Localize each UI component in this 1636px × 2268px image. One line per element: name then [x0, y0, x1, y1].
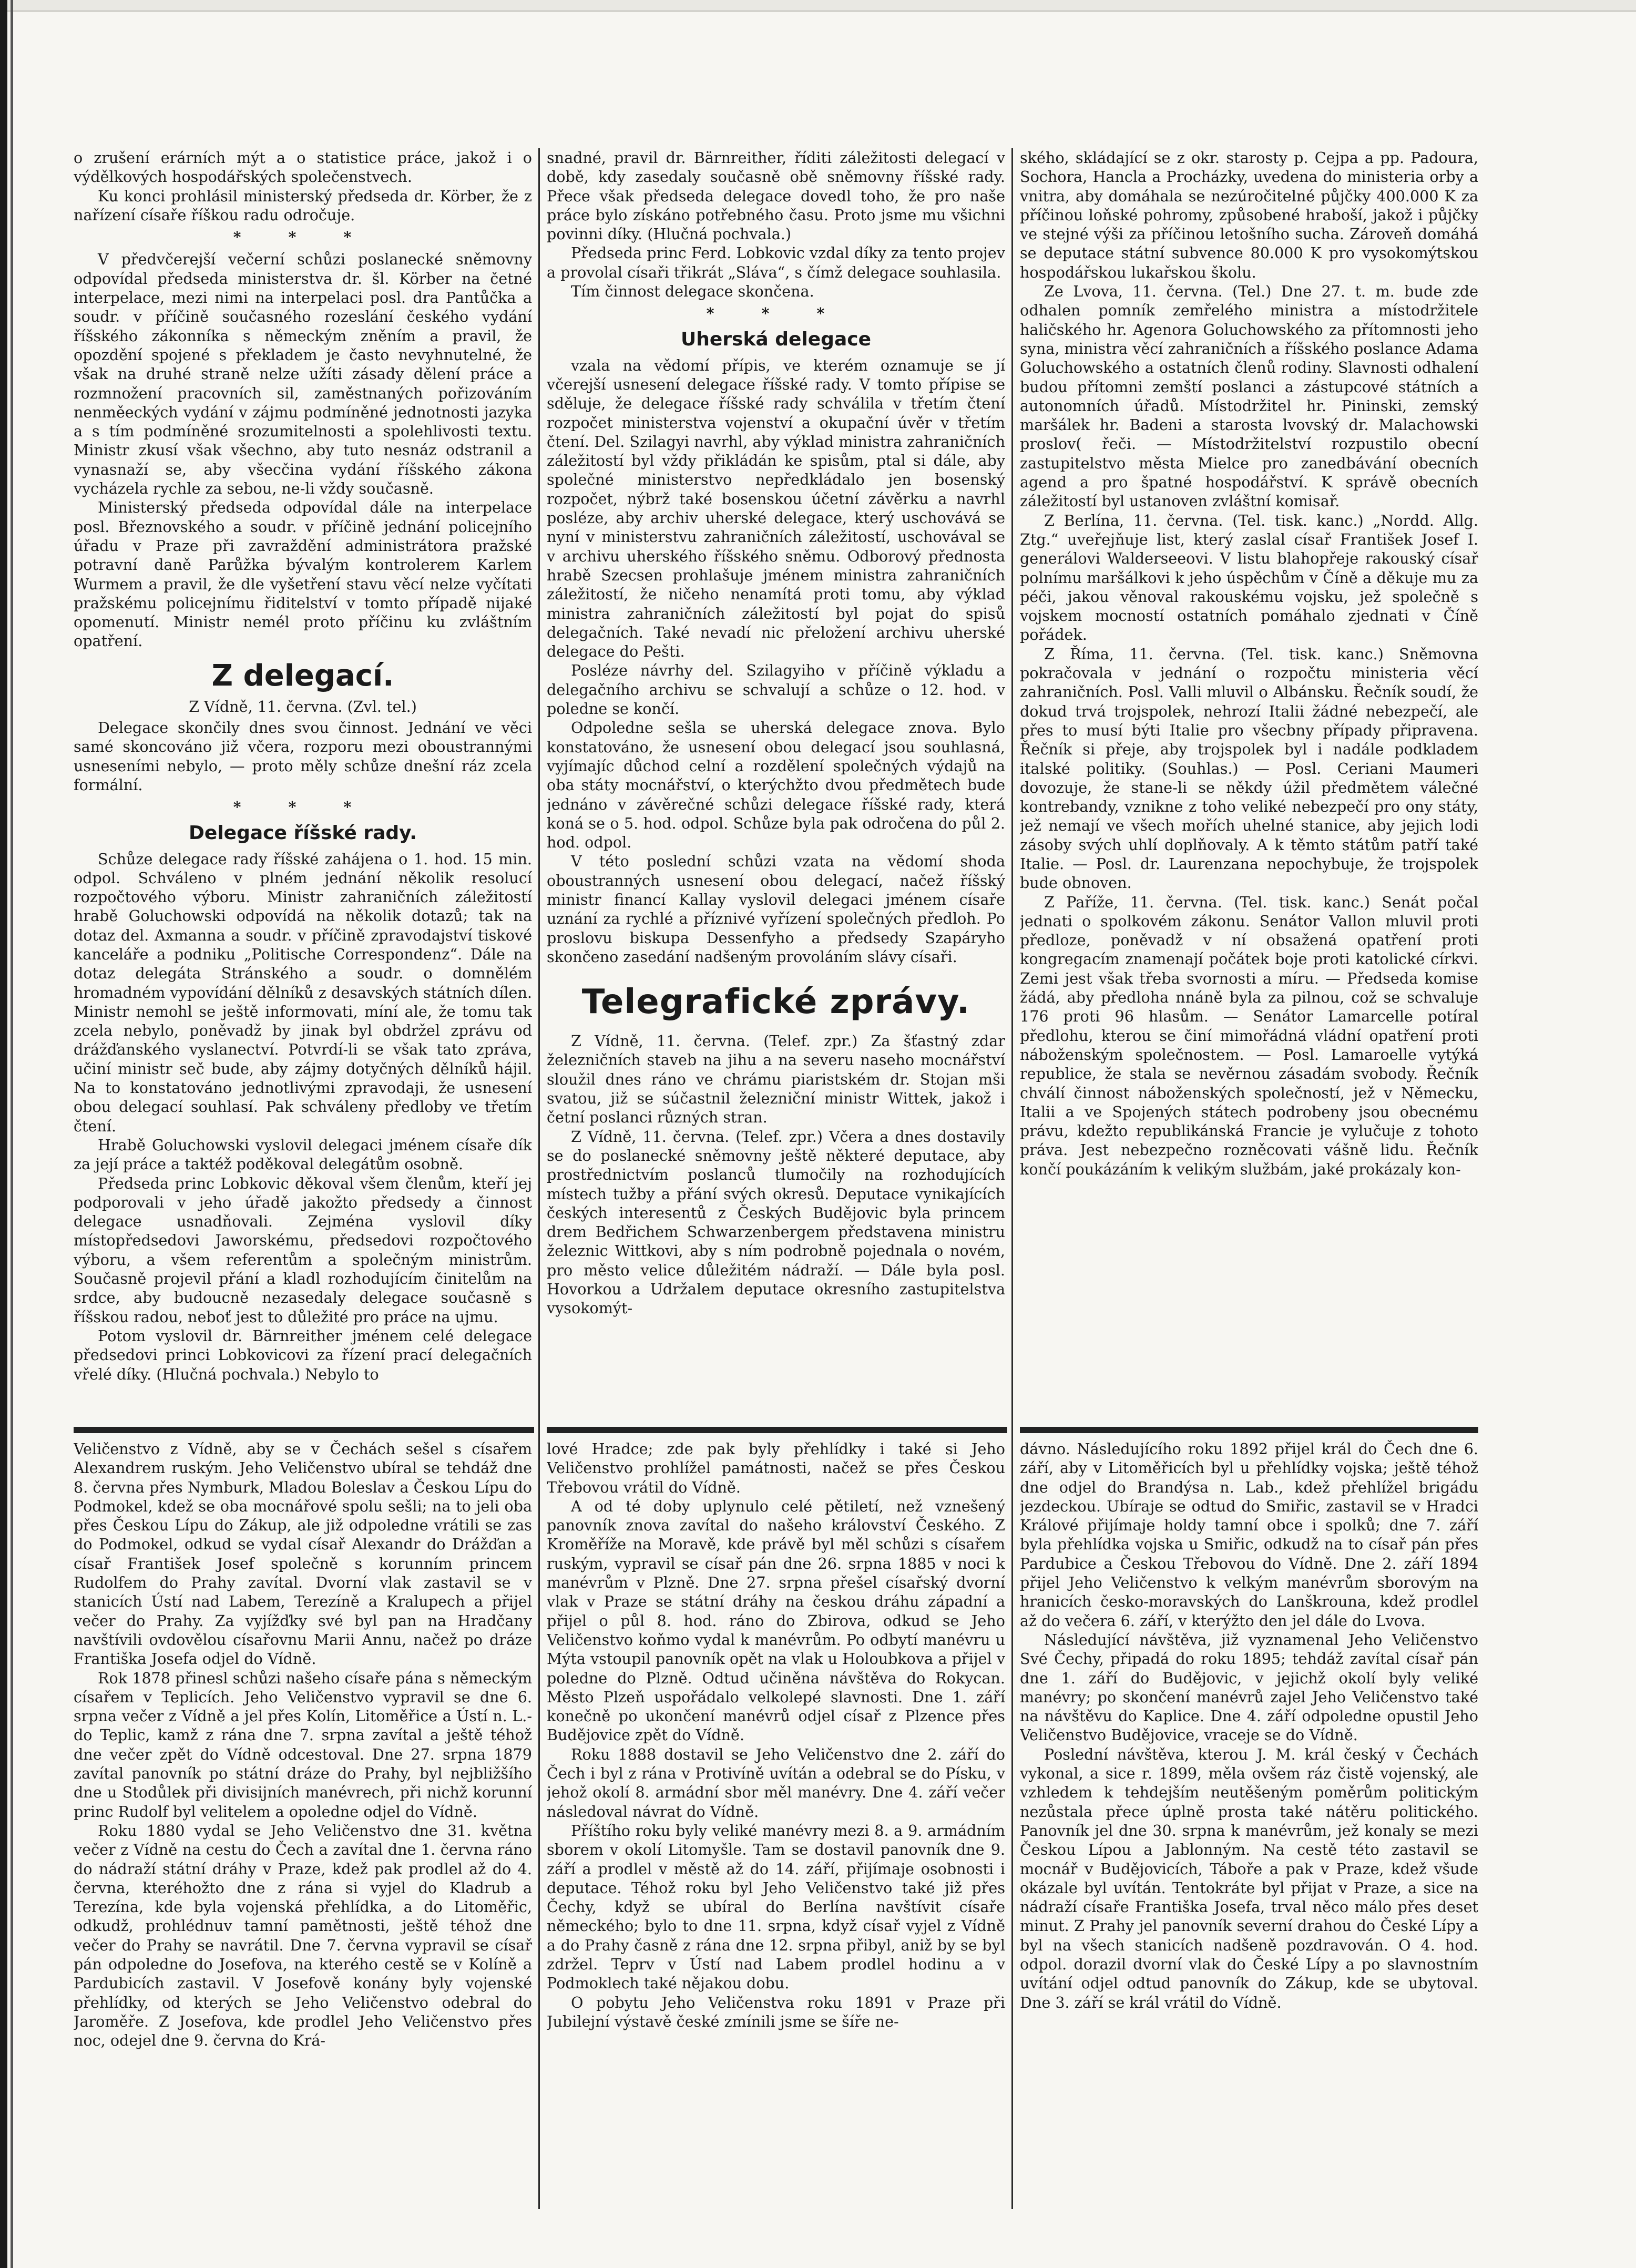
paragraph: lové Hradce; zde pak byly přehlídky i také si Jeho Veličenstvo prohlížel památnosti, načež se přes Českou Třebovou vrátil do Vídně. — [547, 1440, 1005, 1496]
paragraph: Posléze návrhy del. Szilagyiho v příčině výkladu a delegačního archivu se schvalují a schůze o 12. hod. v poledne se končí. — [547, 661, 1005, 718]
paragraph: Z Říma, 11. června. (Tel. tisk. kanc.) Sněmovna pokračovala v jednání o rozpočtu ministeria věcí zahraničních. Posl. Valli mluvil o Albánsku. Řečník soudí, že dokud trvá trojspolek, nehrozí Italii žádné nebezpečí, ale přes to musí býti Italie pro všecbny případy připravena. Řečník si přeje, aby trojspolek byl i nadále podkladem italské politiky. (Souhlas.) — Posl. Ceriani Maumeri dovozuje, že stane-li se někdy úžil předmětem válečné kontrebandy, vznikne z toho veliké nebezpečí pro ony státy, jež nemají ve všech mořích uhelné stanice, aby jejich lodi zásoby svých uhlí doplňovaly. A k těmto státům patří také Italie. — Posl. dr. Laurenzana nepochybuje, že trojspolek bude obnoven. — [1020, 645, 1478, 892]
column-3 — [1020, 148, 1478, 1421]
column-1 — [74, 148, 532, 1421]
paragraph: snadné, pravil dr. Bärnreither, říditi záležitosti delegací v době, kdy zasedaly současně obě sněmovny říšské rady. Přece však předseda delegace dovedl toho, že pro naše práce bylo získáno potřebného času. Proto jsme mu všichni povinni díky. (Hlučná pochvala.) — [547, 149, 1005, 243]
paragraph: Roku 1888 dostavil se Jeho Veličenstvo dne 2. září do Čech i byl z rána v Protivíně uvítán a odebral se do Písku, v jehož okolí 8. armádní sbor měl manévry. Dne 4. září večer následoval návrat do Vídně. — [547, 1745, 1005, 1821]
section-separator-stars: * * * — [706, 304, 846, 323]
horizontal-rule — [1020, 1427, 1478, 1433]
paragraph: Ku konci prohlásil ministerský předseda dr. Körber, že z nařízení císaře říškou radu odročuje. — [74, 187, 532, 224]
paragraph: Schůze delegace rady říšské zahájena o 1. hod. 15 min. odpol. Schváleno v plném jednání několik resolucí rozpočtového výboru. Ministr zahraničních záležitostí hrabě Goluchowski odpovídá na několik dotazů; tak na dotaz del. Axmanna a soudr. v příčině zpravodajství tiskové kanceláře a podniku „Politische Correspondenz“. Dále na dotaz delegáta Stránského a soudr. o domnělém hromadném vypovídání dělníků z desavských státních dílen. Ministr nemohl se ještě informovati, míní ale, že tomu tak zcela nebylo, poněvadž by jinak byl obdržel zprávu od drážďanského vyslanectví. Potvrdí-li se však tato zpráva, učiní ministr seč bude, aby zájmy dotyčných dělníků hájil. Na to konstatováno jednotlivými zpravodaji, že usnesení obou delegací souhlasí. Pak schváleny předloby ve třetím čtení. — [74, 850, 532, 1135]
paragraph: Hrabě Goluchowski vyslovil delegaci jménem císaře dík za její práce a taktéž poděkoval delegátům osobně. — [74, 1136, 532, 1173]
paragraph: Poslední návštěva, kterou J. M. král český v Čechách vykonal, a sice r. 1899, měla ovšem ráz čistě vojenský, ale vzhledem k tehdejším neutěšeným poměrům politickým nezůstala přece úplně prosta také nátěru politického. Panovník jel dne 30. srpna k manévrům, jež konaly se mezi Českou Lípou a Jablonným. Na cestě této zastavil se mocnář v Budějovicích, Táboře a pak v Praze, kdež všude okázale byl uvítán. Tentokráte byl přijat v Praze, a sice na nádraží císaře Františka Josefa, trval něco málo přes deset minut. Z Prahy jel panovník severní drahou do České Lípy a byl na všech stanicích nadšeně pozdravován. O 4. hod. odpol. dorazil dvorní vlak do České Lípy a po slavnostním uvítání odjel odtud panovník do Zákup, kde se ubytoval. Dne 3. září se král vrátil do Vídně. — [1020, 1745, 1478, 2011]
paragraph: V předvčerejší večerní schůzi poslanecké sněmovny odpovídal předseda ministerstva dr. šl. Körber na četné interpelace, mezi nimi na interpelaci posl. dra Pantůčka a soudr. v příčině současného rozeslání českého vydání říšského zákonníka s německým zněním a pravil, že opozdění spojené s překladem je často nevyhnutelné, že však na druhé straně nelze užíti zásady dělení práce a rozmnožení pracovních sil, zaměstnaných pořizováním nenměeckých vydání v zájmu podmíněné jednotnosti jazyka a s tím podmíněné srozumitelnosti a spolehlivosti textu. Ministr zkusí však všechno, aby tuto nesnáz odstranil a vynasnaží se, aby všecčina vydání říšského zákona vycházela rychle za sebou, ne-li vždy současně. — [74, 250, 532, 498]
section-heading-telegraficke-zpravy: Telegrafické zprávy. — [581, 983, 970, 1022]
column-rule-2 — [1011, 148, 1013, 2209]
column-rule-1 — [538, 148, 540, 2209]
paragraph: Z Vídně, 11. června. (Telef. zpr.) Za šťastný zdar železničních staveb na jihu a na severu naseho mocnářství sloužil dnes ráno ve chrámu piaristském dr. Stojan mši svatou, již se súčastnil železniční ministr Wittek, jakož i četní poslanci různých stran. — [547, 1032, 1005, 1127]
section-heading-delegace-risske-rady: Delegace říšské rady. — [189, 822, 417, 844]
paragraph: Předseda princ Ferd. Lobkovic vzdal díky za tento projev a provolal císaři třikrát „Sláva“, s čímž delegace souhlasila. — [547, 244, 1005, 281]
paragraph: Roku 1880 vydal se Jeho Veličenstvo dne 31. května večer z Vídně na cestu do Čech a zavítal dne 1. června ráno do nádraží státní dráhy v Praze, kdež pak prodlel až do 4. června, kteréhožto dne z rána si vyjel do Kladrub a Terezína, kde byla vojenská přehlídka, a do Litoměřic, odkudž, prohlédnuv tamní pamětnosti, ještě téhož dne večer do Prahy se navrátil. Dne 7. června vypravil se císař pán odpoledne do Josefova, na kterého cestě se v Kolíně a Pardubicích zastavil. V Josefově konány byly vojenské přehlídky, od kterých se Jeho Veličenstvo odebral do Jaroměře. Z Josefova, kde prodlel Jeho Veličenstvo přes noc, odejel dne 9. června do Krá- — [74, 1821, 532, 2050]
paragraph: Z Vídně, 11. června. (Telef. zpr.) Včera a dnes dostavily se do poslanecké sněmovny ještě některé deputace, aby prostřednictvím poslanců tlumočily na rozhodujících místech tužby a přání svých okresů. Deputace vynikajících českých interesentů z Českých Budějovic byla princem drem Bedřichem Schwarzenbergem představena ministru železnic Wittkovi, aby s ním podrobně pojednala o novém, pro město velice důležitém nádraží. — Dále byla posl. Hovorkou a Udržalem deputace okresního zastupitelstva vysokomýt- — [547, 1127, 1005, 1317]
paragraph: Následující návštěva, již vyznamenal Jeho Veličenstvo Své Čechy, připadá do roku 1895; tehdáž zavítal císař pán dne 1. září do Budějovic, v jejichž okolí byly veliké manévry; po skončení manévrů zajel Jeho Veličenstvo také na návštěvu do Kaplice. Dne 4. září odpoledne opustil Jeho Veličenstvo Budějovice, vraceje se do Vídně. — [1020, 1630, 1478, 1744]
paragraph: Potom vyslovil dr. Bärnreither jménem celé delegace předsedovi princi Lobkovicovi za řízení prací delegačních vřelé díky. (Hlučná pochvala.) Nebylo to — [74, 1326, 532, 1383]
section-separator-stars: * * * — [233, 228, 373, 247]
page-top-edge — [0, 0, 1636, 12]
paragraph: ského, skládající se z okr. starosty p. Cejpa a pp. Padoura, Sochora, Hancla a Procházky, uvedena do ministeria orby a vnitra, aby domáhala se nezúročitelné půjčky 400.000 K za příčinou loňské pohromy, způsobené hraboší, jakož i půjčky ve stejné výši za příčinou letošního sucha. Zároveň domáhá se deputace státní subvence 80.000 K pro vysokomýtskou hospodářskou lukařskou školu. — [1020, 149, 1478, 281]
paragraph: Z Paříže, 11. června. (Tel. tisk. kanc.) Senát počal jednati o spolkovém zákonu. Senátor Vallon mluvil proti předloze, poněvadž v ní obsažená opatření proti kongregacím znamenají počátek boje proti katolické církvi. Zemi jest však třeba svornosti a míru. — Předseda komise žádá, aby předloha nnáně byla za pilnou, což se schvaluje 176 proti 96 hlasům. — Senátor Lamarcelle potíral předlohu, kterou se činí mimořádná vládní opatření proti náboženským společnostem. — Posl. Lamaroelle vytýká republice, že stala se nevěrnou zásadám svobody. Řečník chválí činnost náboženských společností, jež v Německu, Italii a ve Spojených státech podrobeny jsou obecnému právu, kdežto republikánská Francie je vylučuje z tohoto práva. Jest nebezpečno rozněcovati vášně lidu. Řečník končí poukázáním k velikým službám, jaké prokázaly kon- — [1020, 893, 1478, 1178]
paragraph: A od té doby uplynulo celé pětiletí, než vznešený panovník znova zavítal do našeho království Českého. Z Kroměříže na Moravě, kde právě byl měl schůzi s císařem ruským, vypravil se císař pán dne 26. srpna 1885 v noci k manévrům v Plzně. Dne 27. srpna přešel císařský dvorní vlak v Praze se státní dráhy na českou dráhu západní a přijel o půl 8. hod. ráno do Zbirova, odkud se Jeho Veličenstvo koňmo vydal k manévrům. Po odbytí manévru u Mýta vstoupil panovník opět na vlak u Holoubkova a přijel v poledne do Plzně. Odtud učiněna návštěva do Rokycan. Město Plzeň uspořádalo velkolepé slavnosti. Dne 1. září konečně po ukončení manévrů odjel císař z Plzence přes Budějovice zpět do Vídně. — [547, 1497, 1005, 1744]
page-binding-edge — [0, 0, 7, 2268]
dateline: Z Vídně, 11. června. (Zvl. tel.) — [189, 697, 417, 716]
section-heading-z-delegaci: Z delegací. — [211, 658, 394, 693]
paragraph: Ze Lvova, 11. června. (Tel.) Dne 27. t. m. bude zde odhalen pomník zemřelého ministra a místodržitele haličského hr. Agenora Goluchowského za přítomnosti jeho syna, ministra věcí zahraničních a říšského poslance Adama Goluchowského a ostatních členů rodiny. Slavnosti odhalení budou přítomni zemští poslanci a zástupcové státních a autonomních úřadů. Místodržitel hr. Pininski, zemský maršálek hr. Badeni a starosta lvovský dr. Malachowski proslov( řeči. — Místodržitelství rozpustilo obecní zastupitelstvo města Mielce pro zanedbávání obecních agend a pro špatné hospodářství. K správě obecních záležitostí byl ustanoven zvláštní komisař. — [1020, 282, 1478, 510]
paragraph: V této poslední schůzi vzata na vědomí shoda oboustranných usnesení obou delegací, načež říšský ministr financí Kallay vyslovil delegaci jménem císaře uznání za rychlé a příznivé vyřízení společných předloh. Po proslovu biskupa Dessenfyho a předsedy Szapáryho skončeno zasedání nadšeným provoláním slávy císaři. — [547, 852, 1005, 966]
paragraph: Předseda princ Lobkovic děkoval všem členům, kteří jej podporovali v jeho úřadě jakožto předsedy a činnost delegace usnadňovali. Zejména vyslovil díky místopředsedovi Jaworskému, předsedovi rozpočtového výboru, a všem referentům a společným ministrům. Současně projevil přání a kladl rozhodujícím činitelům na srdce, aby budoucně nezasedaly delegace současně s říšskou radou, neboť jest to důležité pro práce na ujmu. — [74, 1174, 532, 1326]
paragraph: Tím činnost delegace skončena. — [571, 282, 814, 301]
horizontal-rule — [74, 1427, 534, 1433]
page-binding-shadow — [11, 0, 13, 2268]
paragraph: Rok 1878 přinesl schůzi našeho císaře pána s německým císařem v Teplicích. Jeho Veličenstvo vypravil se dne 6. srpna večer z Vídně a jel přes Kolín, Litoměřice a Ústí n. L.-do Teplic, kamž z rána dne 7. srpna zavítal a ještě téhož dne večer zpět do Vídně odcestoval. Dne 27. srpna 1879 zavítal panovník po státní dráze do Prahy, byl nejbližšího dne u Stodůlek při divisijních manévrech, při nichž korunní princ Rudolf byl velitelem a opoledne odjel do Vídně. — [74, 1669, 532, 1821]
paragraph: Ministerský předseda odpovídal dále na interpelace posl. Březnovského a soudr. v příčině jednání policejního úřadu v Praze při zavraždění administrátora pražské potravní daně Parůžka bývalým kontrolerem Karlem Wurmem a pravil, že dle vyšetření stavu věcí nelze vyčítati pražskému policejnímu řiditelství v tomto případě nijaké opomenutí. Ministr nemél proto příčinu ku zvláštním opatření. — [74, 498, 532, 650]
column-1-bottom — [74, 1439, 532, 2218]
paragraph: Z Berlína, 11. června. (Tel. tisk. kanc.) „Nordd. Allg. Ztg.“ uveřejňuje list, který zaslal císař František Josef I. generálovi Walderseeovi. V listu blahopřeje rakouský císař polnímu maršálkovi k jeho úspěchům v Číně a děkuje mu za péči, jakou věnoval rakouskému vojsku, jež společně s vojskem mocností ostatních pomáhalo zjednati v Číně pořádek. — [1020, 511, 1478, 644]
section-separator-stars: * * * — [233, 798, 373, 816]
horizontal-rule — [547, 1427, 1007, 1433]
section-heading-uherska-delegace: Uherská delegace — [681, 328, 871, 350]
col1-top-section — [74, 148, 532, 651]
paragraph: Příštího roku byly veliké manévry mezi 8. a 9. armádním sborem v okolí Litomyšle. Tam se dostavil panovník dne 9. září a prodlel v městě až do 14. září, přijímaje osobnosti i deputace. Téhož roku byl Jeho Veličenstvo také již přes Čechy, když se ubíral do Berlína navštívit císaře německého; bylo to dne 11. srpna, když císař vyjel z Vídně a do Prahy časně z rána dne 12. srpna přibyl, aniž by se byl zdržel. Teprv v Ústí nad Labem prodlel hodinu a v Podmoklech také nějakou dobu. — [547, 1821, 1005, 1993]
paragraph: Odpoledne sešla se uherská delegace znova. Bylo konstatováno, že usnesení obou delegací jsou souhlasná, vyjímajíc důchod celní a rozdělení společných výdajů na oba státy mocnářství, o kterýchžto dvou předmětech bude jednáno v závěrečné schůzi delegace říšské rady, která koná se o 5. hod. odpol. Schůze byla pak odročena do půl 2. hod. odpol. — [547, 719, 1005, 852]
column-2-bottom — [547, 1439, 1005, 2218]
paragraph: o zrušení erárních mýt a o statistice práce, jakož i o výdělkových hospodářských společenstvech. — [74, 149, 532, 186]
paragraph: dávno. Následujícího roku 1892 přijel král do Čech dne 6. září, aby v Litoměřicích byl u přehlídky vojska; ještě téhož dne odjel do Brandýsa n. Lab., kdež přehlížel brigádu jezdeckou. Ubíraje se odtud do Smiřic, zastavil se v Hradci Králové přijímaje holdy tamní obce i spolků; dne 7. září byla přehlídka vojska u Smiřic, odkudž na to císař pán přes Pardubice a Českou Třebovou do Vídně. Dne 2. září 1894 přijel Jeho Veličenstvo k velkým manévrům sborovým na hranicích česko-moravských do Lanškrouna, kdež prodlel až do večera 6. září, v kterýžto den jel dále do Lvova. — [1020, 1440, 1478, 1630]
paragraph: Veličenstvo z Vídně, aby se v Čechách sešel s císařem Alexandrem ruským. Jeho Veličenstvo ubíral se tehdáž dne 8. června přes Nymburk, Mladou Boleslav a Českou Lípu do Podmokel, kdež se oba mocnářové spolu sešli; na to jeli oba přes Českou Lípu do Zákup, ale již odpoledne vrátili se zas do Podmokel, odkud se vydal císař Alexandr do Drážďan a císař František Josef společně s korunním princem Rudolfem do Prahy zavítal. Dvorní vlak zastavil se v stanicích Ústí nad Labem, Terezíně a Kralupech a přijel večer do Prahy. Za vyjížďky své byl pan na Hradčany navštívili ovdovělou císařovnu Marii Annu, načež po dráze Františka Josefa odjel do Vídně. — [74, 1440, 532, 1668]
paragraph: vzala na vědomí přípis, ve kterém oznamuje se jí včerejší usnesení delegace říšské rady. V tomto přípise se sděluje, že delegace říšské rady schválila v třetím čtení rozpočet ministerstva vojenství a okupační úvěr v třetím čtení. Del. Szilagyi navrhl, aby výklad ministra zahraničních záležitostí byl vždy přikládán ke spisům, ptal si dále, aby společné ministerstvo nepředkládalo jen bosenský rozpočet, nýbrž také bosenskou účetní závěrku a navrhl posléze, aby archiv uherské delegace, který uschovává se nyní v ministerstvu zahraničních záležitostí, uschovával se v archivu uherského říšského sněmu. Odborový přednosta hrabě Szecsen prohlašuje jménem ministra zahraničních záležitostí, že ničeho nenamítá proti tomu, aby výklad ministra zahraničních záležitostí byl pojat do spisů delegačních. Také nevadí nic přeložení archivu uherské delegace do Pešti. — [547, 356, 1005, 661]
column-3-bottom — [1020, 1439, 1478, 2218]
paragraph: O pobytu Jeho Veličenstva roku 1891 v Praze při Jubilejní výstavě české zmínili jsme se šíře ne- — [547, 1993, 1005, 2030]
column-2 — [547, 148, 1005, 1421]
paragraph: Delegace skončily dnes svou činnost. Jednání ve věci samé skoncováno již včera, rozporu mezi oboustrannými usneseními nebylo, — proto měly schůze dnešní ráz zcela formální. — [74, 719, 532, 794]
